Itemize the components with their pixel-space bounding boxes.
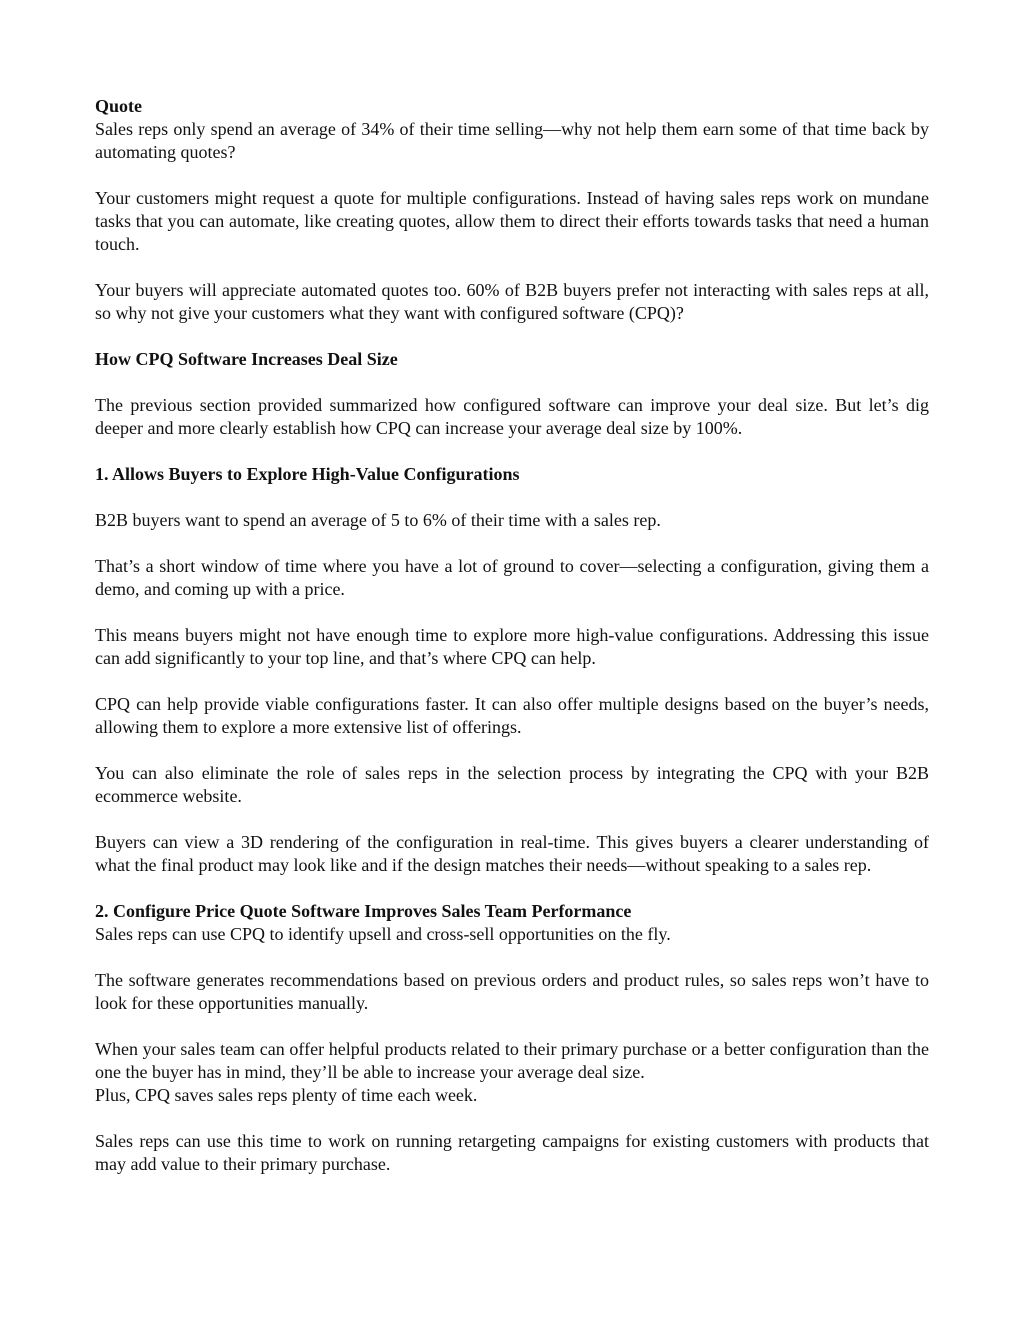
document-page: [95, 95, 929, 1199]
section-1-paragraph-2: That’s a short window of time where you have a lot of ground to cover—selecting a configuration, giving them a demo, and coming up with a price.: [95, 556, 929, 599]
quote-paragraph-3: Your buyers will appreciate automated quotes too. 60% of B2B buyers prefer not interacting with sales reps at all, so why not give your customers what they want with configured software (CPQ)?: [95, 280, 929, 323]
section-2-paragraph-5: Sales reps can use this time to work on running retargeting campaigns for existing customers with products that may add value to their primary purchase.: [95, 1131, 929, 1174]
section-2: [95, 900, 929, 946]
deal-size-paragraph-1: The previous section provided summarized how configured software can improve your deal size. But let’s dig deeper and more clearly establish how CPQ can increase your average deal size by 100%.: [95, 395, 929, 438]
section-1-paragraph-4: CPQ can help provide viable configurations faster. It can also offer multiple designs based on the buyer’s needs, allowing them to explore a more extensive list of offerings.: [95, 694, 929, 737]
section-1-paragraph-3: This means buyers might not have enough time to explore more high-value configurations. Addressing this issue can add significantly to your top line, and that’s where CPQ can help.: [95, 625, 929, 668]
section-1-paragraph-5: You can also eliminate the role of sales reps in the selection process by integrating the CPQ with your B2B ecommerce website.: [95, 763, 929, 806]
quote-paragraph-2: Your customers might request a quote for multiple configurations. Instead of having sales reps work on mundane tasks that you can automate, like creating quotes, allow them to direct their efforts towards tasks that need a human touch.: [95, 188, 929, 254]
quote-section: [95, 95, 929, 164]
section-2-paragraph-3: When your sales team can offer helpful products related to their primary purchase or a better configuration than the one the buyer has in mind, they’ll be able to increase your average deal size.: [95, 1039, 929, 1082]
deal-size-heading: How CPQ Software Increases Deal Size: [95, 349, 398, 369]
section-2-paragraph-1: Sales reps can use CPQ to identify upsell and cross-sell opportunities on the fly.: [95, 924, 671, 944]
section-2-group: [95, 1038, 929, 1107]
section-1-heading: 1. Allows Buyers to Explore High-Value Configurations: [95, 464, 520, 484]
section-2-heading: 2. Configure Price Quote Software Improves Sales Team Performance: [95, 901, 632, 921]
section-1-paragraph-6: Buyers can view a 3D rendering of the configuration in real-time. This gives buyers a clearer understanding of what the final product may look like and if the design matches their needs—without speaking to a sales rep.: [95, 832, 929, 875]
quote-paragraph-1: Sales reps only spend an average of 34% of their time selling—why not help them earn some of that time back by automating quotes?: [95, 119, 929, 162]
quote-heading: Quote: [95, 96, 142, 116]
section-1-paragraph-1: B2B buyers want to spend an average of 5 to 6% of their time with a sales rep.: [95, 510, 661, 530]
section-2-paragraph-4: Plus, CPQ saves sales reps plenty of time each week.: [95, 1085, 478, 1105]
section-2-paragraph-2: The software generates recommendations based on previous orders and product rules, so sales reps won’t have to look for these opportunities manually.: [95, 970, 929, 1013]
